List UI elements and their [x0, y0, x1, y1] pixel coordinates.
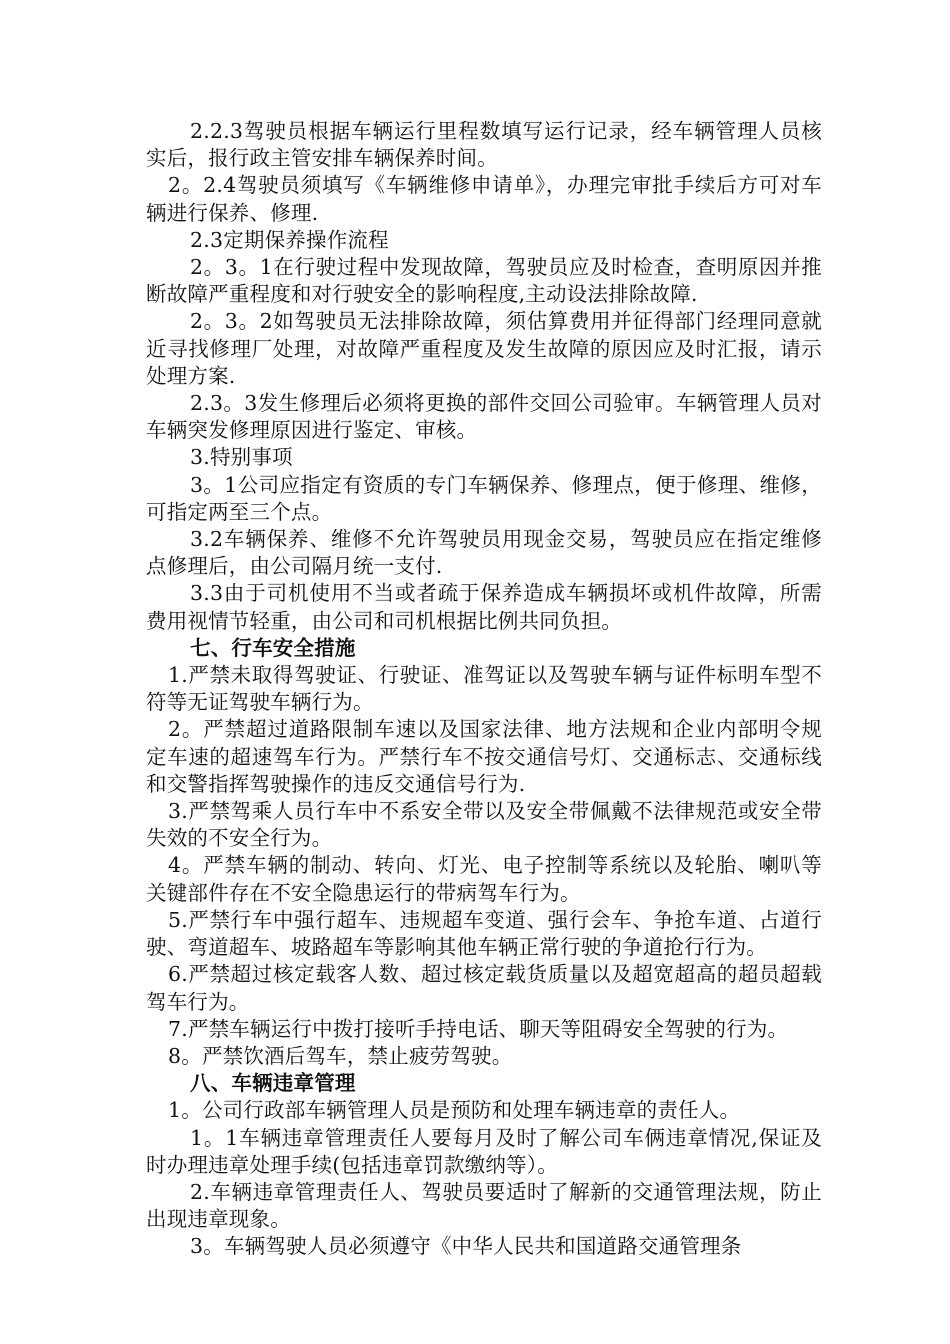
violation-item-1-1: 1。1车辆违章管理责任人要每月及时了解公司车俩违章情况,保证及时办理违章处理手续(包括违章罚款缴纳等）。: [146, 1125, 822, 1177]
safety-item-1: 1.严禁未取得驾驶证、行驶证、准驾证以及驾驶车辆与证件标明车型不符等无证驾驶车辆行为。: [146, 663, 822, 715]
safety-item-6: 6.严禁超过核定载客人数、超过核定载货质量以及超宽超高的超员超载驾车行为。: [146, 962, 822, 1014]
safety-item-8: 8。严禁饮酒后驾车，禁止疲劳驾驶。: [168, 1043, 513, 1068]
section-heading-8: 八、车辆违章管理: [190, 1071, 356, 1096]
paragraph-3: 3.特别事项: [190, 445, 293, 470]
violation-item-3: 3。车辆驾驶人员必须遵守《中华人民共和国道路交通管理条: [190, 1234, 742, 1259]
safety-item-2: 2。严禁超过道路限制车速以及国家法律、地方法规和企业内部明令规定车速的超速驾车行为。严禁行车不按交通信号灯、交通标志、交通标线和交警指挥驾驶操作的违反交通信号行为.: [146, 717, 822, 796]
section-heading-7: 七、行车安全措施: [190, 635, 356, 660]
paragraph-2-3-3: 2.3。3发生修理后必须将更换的部件交回公司验审。车辆管理人员对车辆突发修理原因进行鉴定、审核。: [146, 391, 822, 443]
violation-item-2: 2.车辆违章管理责任人、驾驶员要适时了解新的交通管理法规，防止出现违章现象。: [146, 1179, 822, 1232]
paragraph-2-3-2: 2。3。2如驾驶员无法排除故障，须估算费用并征得部门经理同意就近寻找修理厂处理，对故障严重程度及发生故障的原因应及时汇报，请示处理方案.: [146, 309, 822, 388]
paragraph-2-2-4: 2。2.4驾驶员须填写《车辆维修申请单》，办理完审批手续后方可对车辆进行保养、修理.: [146, 173, 822, 225]
paragraph-2-2-3: 2.2.3驾驶员根据车辆运行里程数填写运行记录，经车辆管理人员核实后，报行政主管安排车辆保养时间。: [146, 119, 822, 171]
paragraph-2-3: 2.3定期保养操作流程: [190, 227, 389, 252]
paragraph-2-3-1: 2。3。1在行驶过程中发现故障，驾驶员应及时检查，查明原因并推断故障严重程度和对行驶安全的影响程度,主动设法排除故障.: [146, 255, 822, 307]
paragraph-3-1: 3。1公司应指定有资质的专门车辆保养、修理点，便于修理、维修，可指定两至三个点。: [146, 472, 822, 524]
violation-item-1: 1。公司行政部车辆管理人员是预防和处理车辆违章的责任人。: [168, 1098, 741, 1123]
safety-item-4: 4。严禁车辆的制动、转向、灯光、电子控制等系统以及轮胎、喇叭等关键部件存在不安全隐患运行的带病驾车行为。: [146, 853, 822, 905]
paragraph-3-2: 3.2车辆保养、维修不允许驾驶员用现金交易，驾驶员应在指定维修点修理后，由公司隔月统一支付.: [146, 527, 822, 579]
safety-item-3: 3.严禁驾乘人员行车中不系安全带以及安全带佩戴不法律规范或安全带失效的不安全行为。: [146, 799, 822, 851]
paragraph-3-3: 3.3由于司机使用不当或者疏于保养造成车辆损坏或机件故障，所需费用视情节轻重，由公司和司机根据比例共同负担。: [146, 581, 822, 633]
safety-item-5: 5.严禁行车中强行超车、违规超车变道、强行会车、争抢车道、占道行驶、弯道超车、坡路超车等影响其他车辆正常行驶的争道抢行行为。: [146, 907, 822, 960]
document-body: [146, 118, 822, 1261]
safety-item-7: 7.严禁车辆运行中拨打接听手持电话、聊天等阻碍安全驾驶的行为。: [168, 1016, 789, 1041]
